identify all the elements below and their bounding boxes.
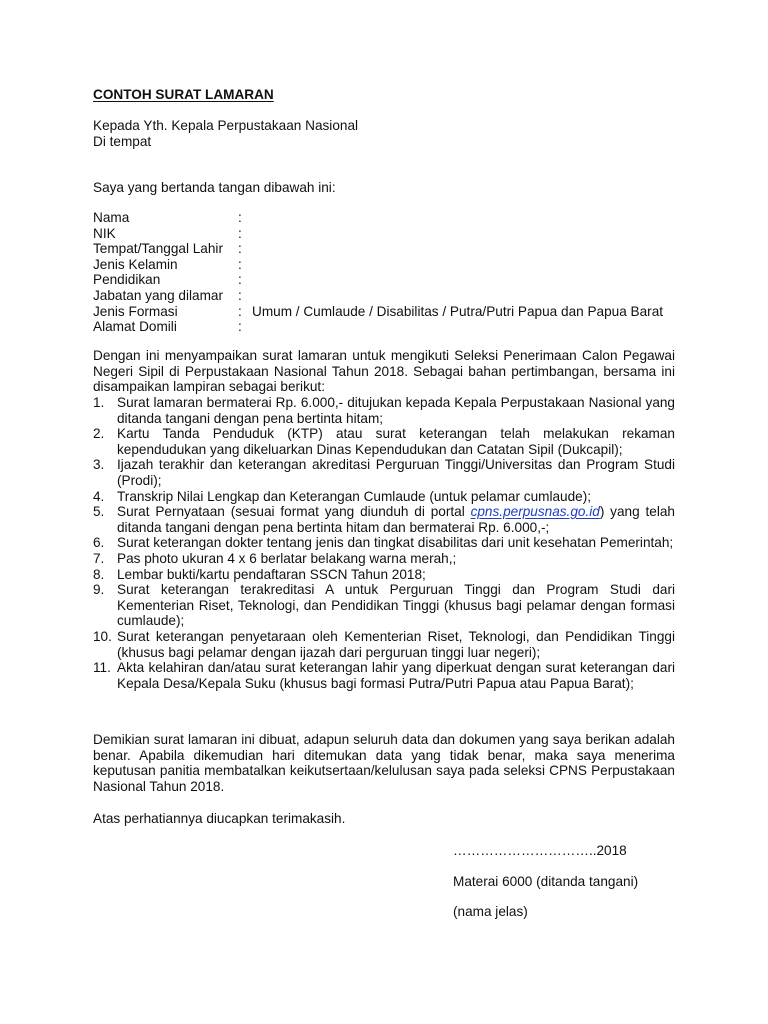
field-row	[93, 257, 663, 273]
field-colon: :	[238, 319, 242, 335]
field-colon: :	[238, 256, 242, 272]
page-title: CONTOH SURAT LAMARAN	[93, 87, 274, 102]
list-item	[93, 535, 675, 551]
field-colon: :	[238, 225, 242, 241]
list-text: Ijazah terakhir dan keterangan akreditasi Perguruan Tinggi/Universitas dan Program Studi (Prodi);	[117, 457, 675, 488]
list-number: 1.	[93, 395, 105, 410]
list-text: Transkrip Nilai Lengkap dan Keterangan Cumlaude (untuk pelamar cumlaude);	[117, 488, 592, 504]
list-text: Akta kelahiran dan/atau surat keterangan lahir yang diperkuat dengan surat keterangan dari Kepala Desa/Kepala Suku (khusus bagi formasi Putra/Putri Papua atau Papua Barat);	[117, 660, 675, 691]
field-label: Nama	[93, 210, 130, 225]
list-number: 7.	[93, 550, 105, 566]
list-number: 9.	[93, 582, 105, 598]
list-number: 4.	[93, 488, 105, 504]
field-label: Jenis Kelamin	[93, 256, 178, 272]
signature-stamp: Materai 6000 (ditanda tangani)	[453, 874, 639, 889]
list-item	[93, 629, 675, 660]
list-text: Surat lamaran bermaterai Rp. 6.000,- ditujukan kepada Kepala Perpustakaan Nasional yang ditanda tangani dengan pena bertinta hitam;	[117, 395, 675, 426]
field-colon: :	[238, 241, 242, 257]
field-value: Umum / Cumlaude / Disabilitas / Putra/Putri Papua dan Papua Barat	[252, 303, 664, 319]
list-item	[93, 457, 675, 488]
body-paragraph-intro: Dengan ini menyampaikan surat lamaran untuk mengikuti Seleksi Penerimaan Calon Pegawai Negeri Sipil di Perpustakaan Nasional Tahun 2018. Sebagai bahan pertimbangan, bersama ini disampaikan lampiran sebagai berikut:	[93, 348, 675, 395]
list-number: 5.	[93, 504, 105, 520]
list-number: 11.	[93, 660, 111, 676]
list-text: Kartu Tanda Penduduk (KTP) atau surat keterangan telah melakukan rekaman kependudukan yang dikeluarkan Dinas Kependudukan dan Catatan Sipil (Dukcapil);	[117, 426, 675, 457]
list-item	[93, 489, 675, 505]
list-item	[93, 660, 675, 691]
recipient-location: Di tempat	[93, 133, 152, 149]
body-paragraph-closing: Demikian surat lamaran ini dibuat, adapun seluruh data dan dokumen yang saya berikan adalah benar. Apabila dikemudian hari ditemukan data yang tidak benar, maka saya menerima keputusan panitia membatalkan keikutsertaan/kelulusan saya pada seleksi CPNS Perpustakaan Nasional Tahun 2018.	[93, 732, 675, 794]
field-colon: :	[238, 272, 242, 288]
list-text-before: Surat Pernyataan (sesuai format yang diunduh di portal	[117, 504, 471, 520]
field-colon: :	[238, 303, 242, 319]
field-row	[93, 288, 663, 304]
signature-name: (nama jelas)	[453, 904, 528, 919]
list-item	[93, 504, 675, 535]
recipient-block	[93, 118, 358, 149]
portal-link[interactable]: cpns.perpusnas.go.id	[470, 504, 600, 520]
field-colon: :	[238, 287, 242, 303]
list-number: 8.	[93, 566, 105, 582]
field-row	[93, 272, 663, 288]
list-text-after: ) yang telah ditanda tangani dengan pena bertinta hitam dan bermaterai Rp. 6.000,-;	[117, 504, 675, 535]
list-text: Surat keterangan terakreditasi A untuk Perguruan Tinggi dan Program Studi dari Kementerian Riset, Teknologi, dan Pendidikan Tinggi (khusus bagi pelamar dengan formasi cumlaude);	[117, 582, 675, 629]
field-label: Jenis Formasi	[93, 303, 178, 319]
field-row	[93, 226, 663, 242]
signature-date: …………………………..2018	[453, 843, 627, 858]
list-text: Pas photo ukuran 4 x 6 berlatar belakang warna merah,;	[117, 550, 457, 566]
field-label: Alamat Domili	[93, 319, 177, 335]
list-text: Surat keterangan dokter tentang jenis dan tingkat disabilitas dari unit kesehatan Pemerintah;	[117, 535, 674, 551]
list-item	[93, 582, 675, 629]
field-label: Jabatan yang dilamar	[93, 287, 223, 303]
field-row	[93, 319, 663, 335]
field-label: Pendidikan	[93, 272, 161, 288]
field-row	[93, 210, 663, 226]
field-row	[93, 241, 663, 257]
intro-text: Saya yang bertanda tangan dibawah ini:	[93, 180, 336, 195]
list-text: Surat keterangan penyetaraan oleh Kementerian Riset, Teknologi, dan Pendidikan Tinggi (khusus bagi pelamar dengan ijazah dari perguruan tinggi luar negeri);	[117, 628, 675, 660]
attachment-list	[93, 395, 675, 691]
field-row	[93, 304, 663, 320]
applicant-fields	[93, 210, 663, 335]
list-item	[93, 567, 675, 583]
list-item	[93, 395, 675, 426]
list-text	[117, 504, 675, 535]
list-number: 3.	[93, 457, 105, 473]
list-number: 6.	[93, 535, 105, 551]
field-colon: :	[238, 210, 242, 225]
recipient-line: Kepada Yth. Kepala Perpustakaan Nasional	[93, 118, 359, 133]
list-number: 2.	[93, 426, 105, 442]
field-label: NIK	[93, 225, 116, 241]
list-item	[93, 426, 675, 457]
field-label: Tempat/Tanggal Lahir	[93, 241, 223, 257]
list-text: Lembar bukti/kartu pendaftaran SSCN Tahun 2018;	[117, 566, 426, 582]
list-number: 10.	[93, 628, 112, 644]
list-item	[93, 551, 675, 567]
closing-line: Atas perhatiannya diucapkan terimakasih.	[93, 811, 346, 826]
